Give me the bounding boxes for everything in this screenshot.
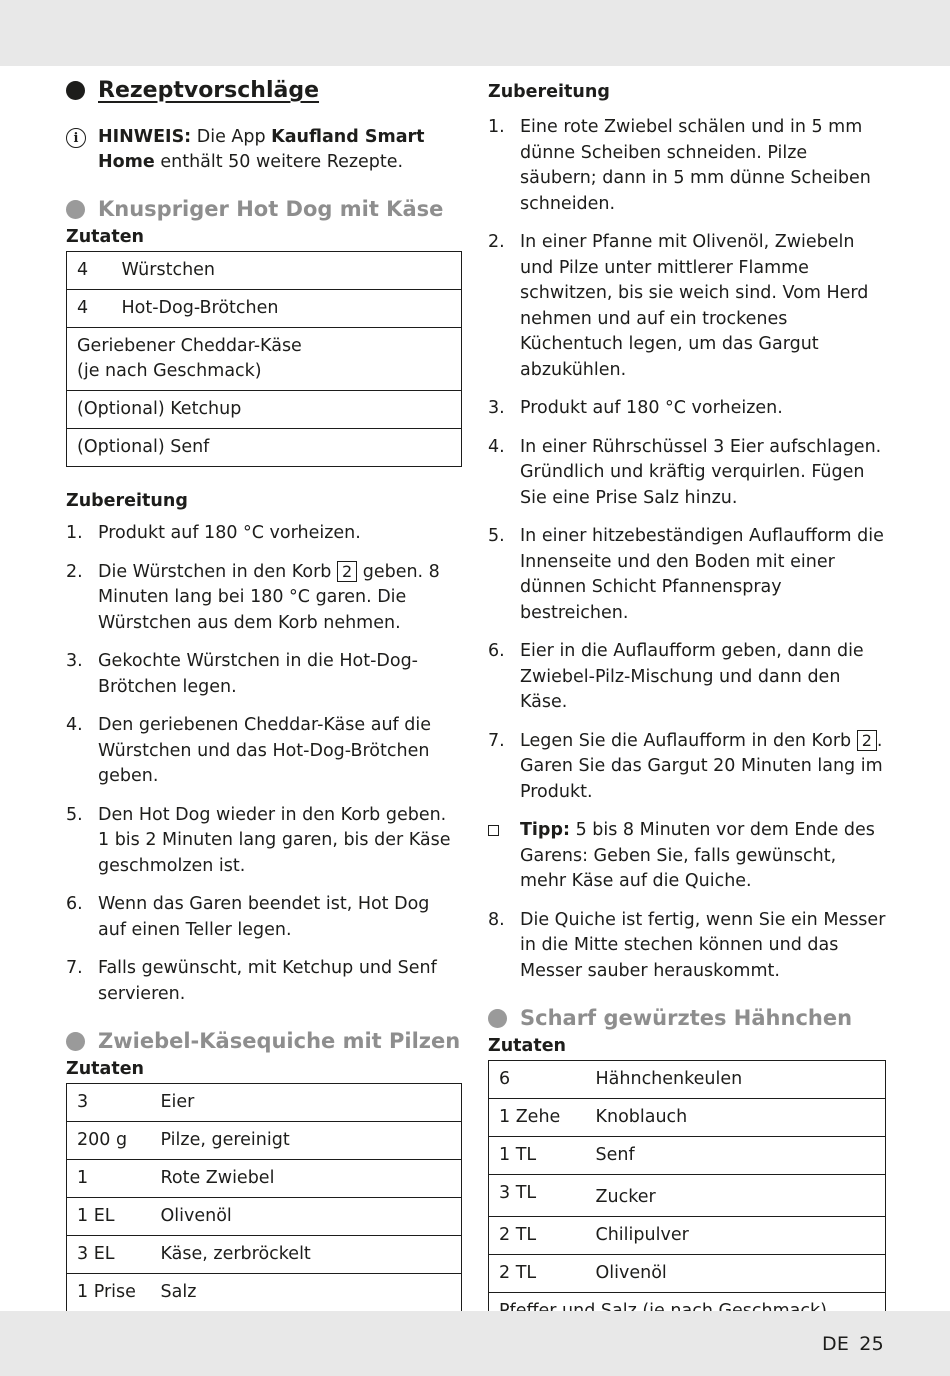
list-item: 5. Den Hot Dog wieder in den Korb geben. 1 bis 2 Minuten lang garen, bis der Käse geschmolzen ist. — [66, 804, 451, 876]
ingredients-table — [66, 1083, 462, 1312]
list-item: 2. In einer Pfanne mit Olivenöl, Zwiebeln und Pilze unter mittlerer Flamme schwitzen, bis sie weich sind. Vom Herd nehmen und auf ein trockenes Küchentuch legen, um das Gargut abzukühlen. — [488, 232, 869, 380]
table-row: 1 TL Senf — [489, 1137, 886, 1175]
header-band — [0, 0, 950, 66]
table-row: 3 TL Zucker — [489, 1175, 886, 1217]
language-code: DE — [821, 1333, 850, 1355]
table-row: 1 Zehe Knoblauch — [489, 1099, 886, 1137]
page-number: 25 — [859, 1333, 884, 1355]
hint-note: i HINWEIS: Die App Kaufland Smart Home enthält 50 weitere Rezepte. — [66, 125, 462, 175]
table-row: 1 Rote Zwiebel — [67, 1160, 462, 1198]
list-item: 4. Den geriebenen Cheddar-Käse auf die Würstchen und das Hot-Dog-Brötchen geben. — [66, 715, 432, 786]
list-item: 6. Wenn das Garen beendet ist, Hot Dog auf einen Teller legen. — [66, 894, 430, 940]
preparation-label: Zubereitung — [66, 491, 188, 511]
recipe-title: Scharf gewürztes Hähnchen — [488, 1006, 886, 1030]
recipe-title: Zwiebel-Käsequiche mit Pilzen — [66, 1029, 462, 1053]
list-item: 3. Gekochte Würstchen in die Hot-Dog-Brötchen legen. — [66, 651, 418, 697]
ingredients-table — [66, 251, 462, 467]
list-item: 7. Falls gewünscht, mit Ketchup und Senf servieren. — [66, 958, 437, 1004]
recipe-title: Knuspriger Hot Dog mit Käse — [66, 197, 462, 221]
bullet-icon — [66, 81, 85, 100]
part-number-box: 2 — [337, 561, 357, 582]
list-item: 3. Produkt auf 180 °C vorheizen. — [488, 398, 783, 418]
steps-list — [488, 115, 886, 984]
list-item: 5. In einer hitzebeständigen Auflaufform die Innenseite und den Boden mit einer dünnen Schicht Pfannenspray bestreichen. — [488, 526, 884, 623]
table-row: 2 TL Chilipulver — [489, 1217, 886, 1255]
checkbox-icon — [488, 825, 499, 836]
left-column — [66, 78, 462, 1312]
right-column — [488, 82, 886, 1331]
table-row: 6 Hähnchenkeulen — [489, 1061, 886, 1099]
ingredients-label: Zutaten — [488, 1036, 567, 1056]
bullet-icon — [488, 1009, 507, 1028]
footer-band — [0, 1311, 950, 1376]
table-row: 200 g Pilze, gereinigt — [67, 1122, 462, 1160]
table-row: (Optional) Ketchup — [67, 391, 462, 429]
list-item: 4. In einer Rührschüssel 3 Eier aufschlagen. Gründlich und kräftig verquirlen. Fügen Sie eine Prise Salz hinzu. — [488, 436, 882, 508]
table-row: 1 EL Olivenöl — [67, 1198, 462, 1236]
list-item: 8. Die Quiche ist fertig, wenn Sie ein Messer in die Mitte stechen können und das Messer sauber herauskommt. — [488, 909, 886, 981]
table-row: 1 Prise Salz — [67, 1274, 462, 1312]
table-row: 4 Hot-Dog-Brötchen — [67, 290, 462, 328]
table-row: (Optional) Senf — [67, 429, 462, 467]
part-number-box: 2 — [857, 730, 877, 751]
table-row: 3 EL Käse, zerbröckelt — [67, 1236, 462, 1274]
bullet-icon — [66, 1032, 85, 1051]
list-item: 1. Produkt auf 180 °C vorheizen. — [66, 523, 361, 543]
list-item: 1. Eine rote Zwiebel schälen und in 5 mm dünne Scheiben schneiden. Pilze säubern; dann in 5 mm dünne Scheiben schneiden. — [488, 117, 871, 214]
list-item: 2. Die Würstchen in den Korb 2 geben. 8 Minuten lang bei 180 °C garen. Die Würstchen aus dem Korb nehmen. — [66, 561, 440, 633]
main-heading: Rezeptvorschläge — [66, 78, 462, 103]
table-row: 3 Eier — [67, 1084, 462, 1122]
table-row: 2 TL Olivenöl — [489, 1255, 886, 1293]
list-item: 6. Eier in die Auflaufform geben, dann die Zwiebel-Pilz-Mischung und dann den Käse. — [488, 641, 864, 712]
list-item: 7. Legen Sie die Auflaufform in den Korb 2 . Garen Sie das Gargut 20 Minuten lang im Produkt. — [488, 730, 883, 802]
table-row: Geriebener Cheddar-Käse (je nach Geschmack) — [67, 328, 462, 391]
bullet-icon — [66, 200, 85, 219]
info-icon: i — [66, 128, 86, 148]
page-footer — [812, 1333, 884, 1355]
steps-list — [66, 521, 462, 1007]
ingredients-label: Zutaten — [66, 1059, 145, 1079]
preparation-label: Zubereitung — [488, 82, 610, 102]
tip-item: Tipp: 5 bis 8 Minuten vor dem Ende des Garens: Geben Sie, falls gewünscht, mehr Käse auf die Quiche. — [488, 818, 886, 895]
ingredients-table — [488, 1060, 886, 1331]
table-row: 4 Würstchen — [67, 252, 462, 290]
ingredients-label: Zutaten — [66, 227, 145, 247]
